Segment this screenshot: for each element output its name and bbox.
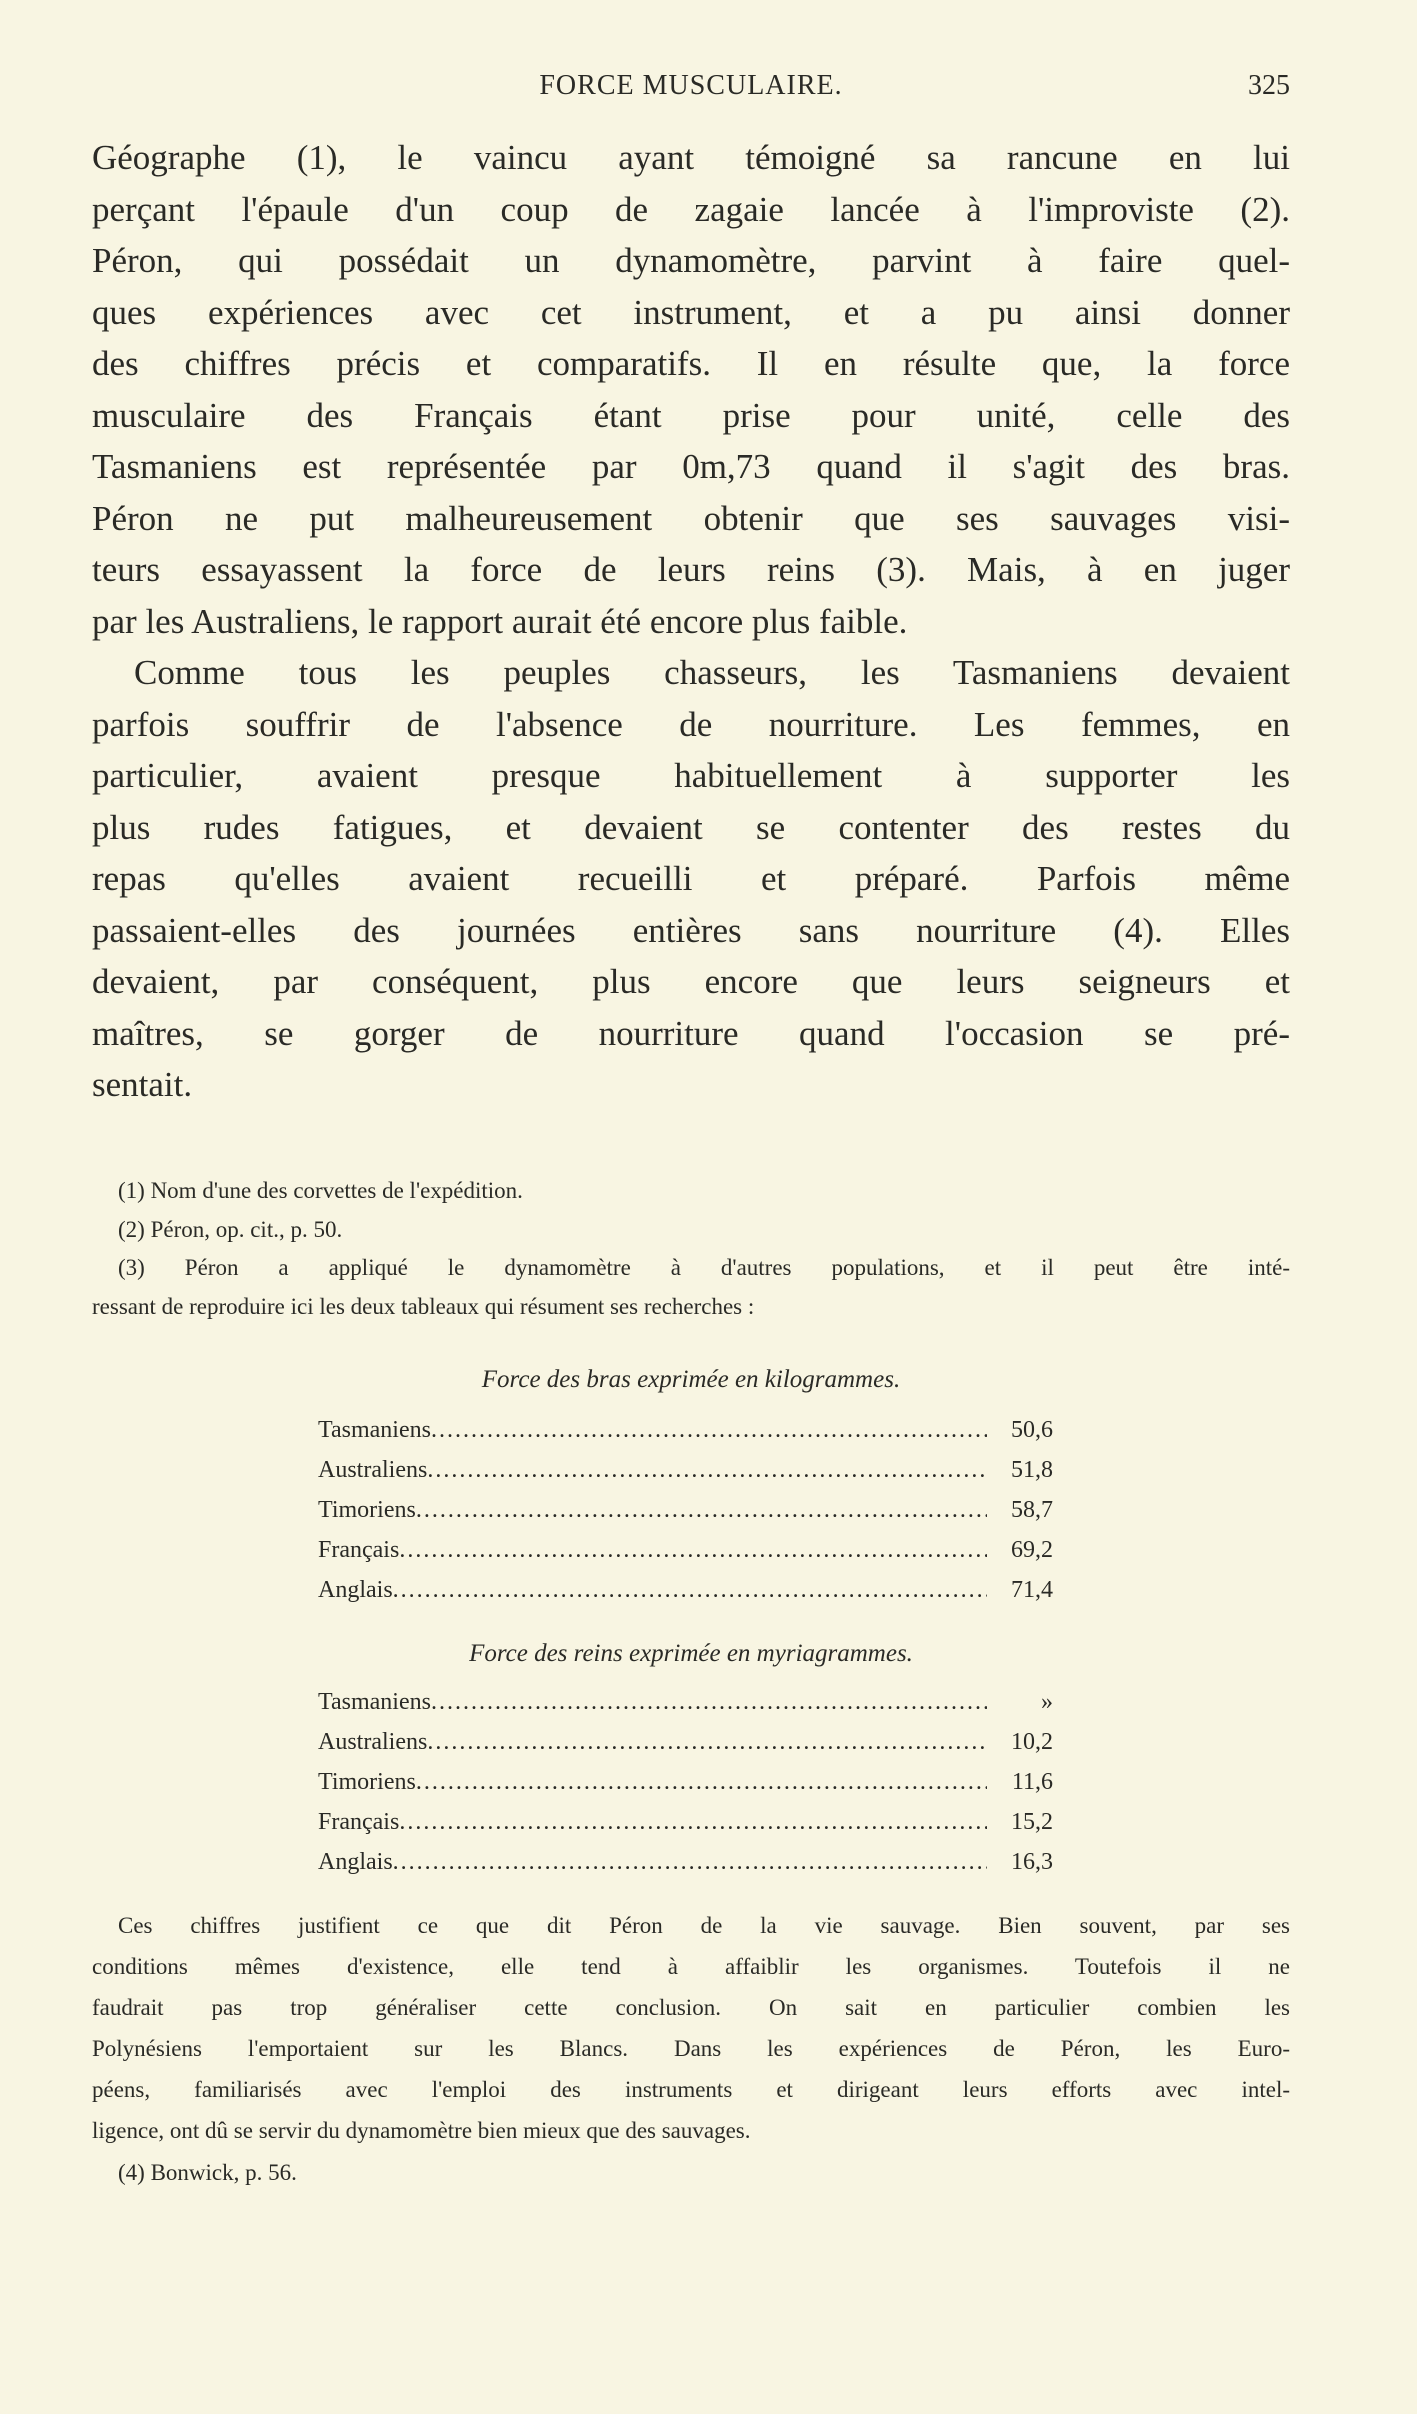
body-line: des chiffres précis et comparatifs. Il en résulte que, la force [92, 344, 1290, 383]
row-label: Timoriens [318, 1497, 416, 1523]
table-row [318, 1682, 1053, 1722]
table-row [318, 1570, 1053, 1610]
body-line: maîtres, se gorger de nourriture quand l'occasion se pré- [92, 1013, 1290, 1053]
body-line: teurs essayassent la force de leurs reins (3). Mais, à en juger [92, 550, 1290, 589]
body-text [92, 132, 1290, 1111]
table-row [318, 1842, 1053, 1882]
leader-dots [431, 1410, 987, 1450]
leader-dots [431, 1682, 987, 1722]
leader-dots [416, 1490, 987, 1530]
row-value: 58,7 [1011, 1497, 1053, 1523]
footnote-3-line: (3) Péron a appliqué le dynamomètre à d'autres populations, et il peut être inté- [118, 1255, 1290, 1280]
leader-dots [416, 1762, 987, 1802]
body-line: Péron, qui possédait un dynamomètre, parvint à faire quel- [92, 241, 1290, 280]
closing-line: péens, familiarisés avec l'emploi des instruments et dirigeant leurs efforts avec intel- [92, 2077, 1290, 2102]
table-loins [318, 1682, 1053, 1882]
body-line: plus rudes fatigues, et devaient se contenter des restes du [92, 807, 1290, 847]
body-line: Géographe (1), le vaincu ayant témoigné sa rancune en lui [92, 138, 1290, 177]
closing-line: Ces chiffres justifient ce que dit Péron de la vie sauvage. Bien souvent, par ses [118, 1913, 1290, 1938]
table-row [318, 1490, 1053, 1530]
body-line: musculaire des Français étant prise pour unité, celle des [92, 395, 1290, 435]
row-label: Anglais [318, 1849, 393, 1875]
closing-line: conditions mêmes d'existence, elle tend à affaiblir les organismes. Toutefois il ne [92, 1954, 1290, 1979]
row-label: Tasmaniens [318, 1689, 431, 1715]
row-value: 16,3 [1011, 1849, 1053, 1875]
table-loins-title: Force des reins exprimée en myriagrammes. [469, 1640, 913, 1667]
row-label: Australiens [318, 1457, 428, 1483]
table-row [318, 1802, 1053, 1842]
row-value: 51,8 [1011, 1457, 1053, 1483]
running-title: FORCE MUSCULAIRE. [539, 70, 843, 101]
row-label: Tasmaniens [318, 1417, 431, 1443]
footnote-3-line: ressant de reproduire ici les deux tableaux qui résument ses recherches : [92, 1293, 755, 1319]
row-label: Français [318, 1809, 400, 1835]
body-line: parfois souffrir de l'absence de nourriture. Les femmes, en [92, 704, 1290, 744]
footnote-3-closing [92, 1905, 1290, 2151]
body-line: particulier, avaient presque habituellement à supporter les [92, 756, 1290, 795]
row-label: Français [318, 1537, 400, 1563]
body-line: sentait. [92, 1065, 193, 1104]
leader-dots [427, 1722, 987, 1762]
table-arms [318, 1410, 1053, 1610]
closing-line: ligence, ont dû se servir du dynamomètre bien mieux que des sauvages. [92, 2118, 751, 2143]
table-row [318, 1530, 1053, 1570]
body-line: perçant l'épaule d'un coup de zagaie lancée à l'improviste (2). [92, 189, 1290, 229]
table-arms-title: Force des bras exprimée en kilogrammes. [481, 1366, 901, 1393]
footnote-4: (4) Bonwick, p. 56. [118, 2160, 297, 2185]
closing-line: Polynésiens l'emportaient sur les Blancs. Dans les expériences de Péron, les Euro- [92, 2036, 1290, 2061]
closing-line: faudrait pas trop généraliser cette conclusion. On sait en particulier combien les [92, 1995, 1290, 2020]
body-line: Péron ne put malheureusement obtenir que ses sauvages visi- [92, 498, 1290, 538]
table-row [318, 1410, 1053, 1450]
leader-dots [399, 1802, 987, 1842]
footnote-2: (2) Péron, op. cit., p. 50. [118, 1216, 343, 1242]
body-line: ques expériences avec cet instrument, et a pu ainsi donner [92, 292, 1290, 332]
body-line: devaient, par conséquent, plus encore que leurs seigneurs et [92, 962, 1290, 1001]
row-label: Australiens [318, 1729, 428, 1755]
footnote-1: (1) Nom d'une des corvettes de l'expédition. [118, 1178, 523, 1203]
body-line: passaient-elles des journées entières sans nourriture (4). Elles [92, 910, 1290, 950]
row-value: 11,6 [1011, 1769, 1053, 1795]
row-value: 69,2 [1011, 1537, 1053, 1563]
row-label: Timoriens [318, 1769, 416, 1795]
body-line: par les Australiens, le rapport aurait été encore plus faible. [92, 601, 908, 641]
row-label: Anglais [318, 1577, 393, 1603]
leader-dots [393, 1842, 987, 1882]
page-header [92, 70, 1290, 110]
leader-dots [427, 1450, 987, 1490]
row-value: 71,4 [1011, 1577, 1053, 1603]
leader-dots [393, 1570, 987, 1610]
table-row [318, 1722, 1053, 1762]
table-row [318, 1450, 1053, 1490]
row-value: 50,6 [1011, 1417, 1053, 1443]
body-line: Comme tous les peuples chasseurs, les Tasmaniens devaient [134, 653, 1290, 692]
page-number: 325 [1248, 70, 1290, 101]
table-row [318, 1762, 1053, 1802]
leader-dots [399, 1530, 987, 1570]
body-line: Tasmaniens est représentée par 0m,73 quand il s'agit des bras. [92, 447, 1290, 486]
row-value: 10,2 [1011, 1729, 1053, 1755]
footnotes [92, 1172, 1290, 1326]
row-value: » [1041, 1689, 1053, 1715]
body-line: repas qu'elles avaient recueilli et préparé. Parfois même [92, 859, 1290, 898]
row-value: 15,2 [1011, 1809, 1053, 1835]
